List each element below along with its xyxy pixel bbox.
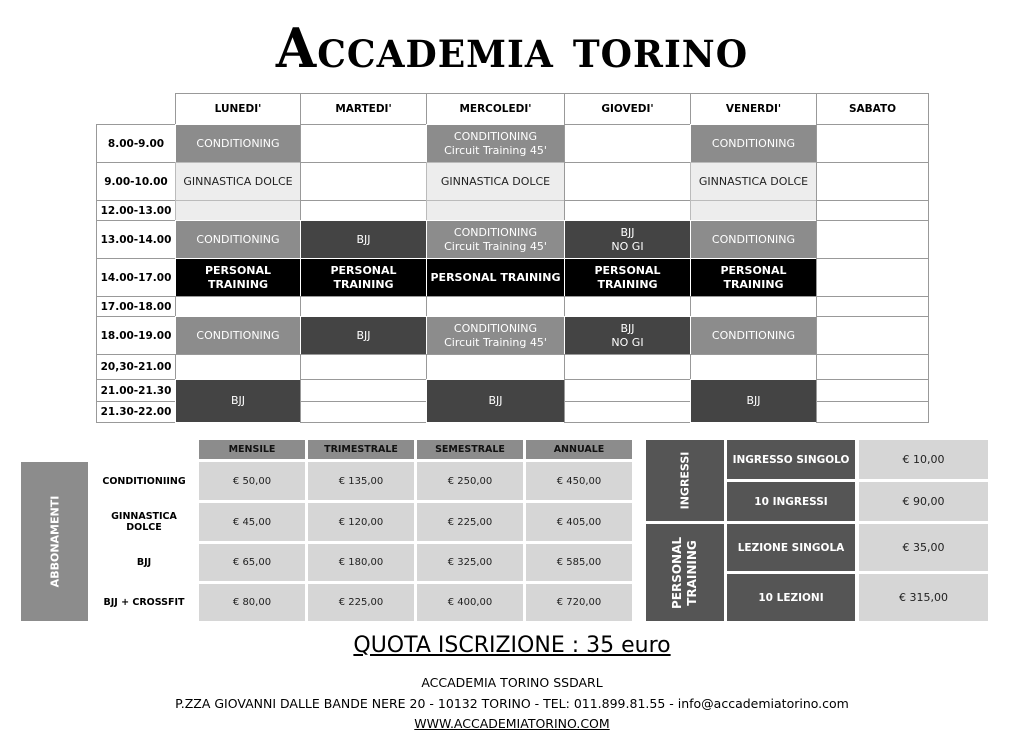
class-conditioning-circuit — [426, 316, 565, 355]
personal-item-price: € 315,00 — [859, 574, 988, 621]
col-header-annuale: ANNUALE — [526, 440, 632, 459]
class-bjj: BJJ — [426, 379, 565, 423]
time-slot: 17.00-18.00 — [96, 296, 176, 317]
class-sublabel: Circuit Training 45' — [444, 239, 547, 253]
schedule-table — [96, 93, 929, 423]
day-header-sabato: SABATO — [816, 93, 929, 125]
day-header-martedi: MARTEDI' — [300, 93, 427, 125]
day-header-lunedi: LUNEDI' — [175, 93, 301, 125]
empty-cell — [816, 379, 929, 402]
class-label: BJJ — [620, 321, 635, 335]
class-conditioning: CONDITIONING — [175, 220, 301, 259]
empty-cell — [690, 354, 817, 380]
empty-cell — [816, 354, 929, 380]
empty-cell — [426, 354, 565, 380]
class-bjj-nogi — [564, 220, 691, 259]
class-personal-training: PERSONAL TRAINING — [300, 258, 427, 297]
class-personal-training: PERSONAL TRAINING — [564, 258, 691, 297]
plan-name: GINNASTICA DOLCE — [111, 511, 177, 533]
empty-cell — [300, 200, 427, 221]
col-header-trimestrale: TRIMESTRALE — [308, 440, 414, 459]
plan-name: BJJ — [136, 557, 152, 568]
price-cell: € 80,00 — [199, 584, 305, 621]
time-slot: 13.00-14.00 — [96, 220, 176, 259]
class-conditioning: CONDITIONING — [690, 220, 817, 259]
empty-cell — [816, 162, 929, 201]
col-header-mensile: MENSILE — [199, 440, 305, 459]
empty-cell — [816, 316, 929, 355]
empty-cell — [175, 354, 301, 380]
class-bjj-nogi — [564, 316, 691, 355]
class-personal-training: PERSONAL TRAINING — [690, 258, 817, 297]
personal-training-label-text — [670, 536, 700, 608]
plan-name: BJJ + CROSSFIT — [103, 597, 185, 608]
empty-cell — [300, 401, 427, 423]
price-cell: € 45,00 — [199, 503, 305, 541]
class-conditioning-circuit — [426, 124, 565, 163]
time-slot: 9.00-10.00 — [96, 162, 176, 201]
class-sublabel: Circuit Training 45' — [444, 335, 547, 349]
empty-cell — [564, 162, 691, 201]
empty-cell — [690, 296, 817, 317]
empty-cell — [564, 354, 691, 380]
personal-item-name: 10 LEZIONI — [727, 574, 855, 621]
class-ginnastica-dolce: GINNASTICA DOLCE — [426, 162, 565, 201]
footer-address: P.ZZA GIOVANNI DALLE BANDE NERE 20 - 10132 TORINO - TEL: 011.899.81.55 - info@accademiatorino.com — [175, 696, 849, 711]
footer-company: ACCADEMIA TORINO SSDARL — [421, 675, 603, 690]
empty-cell — [175, 200, 301, 221]
price-cell: € 250,00 — [417, 462, 523, 500]
empty-cell — [816, 401, 929, 423]
empty-cell — [300, 124, 427, 163]
ingressi-label-text: INGRESSI — [678, 451, 692, 510]
class-sublabel: Circuit Training 45' — [444, 143, 547, 157]
price-cell: € 450,00 — [526, 462, 632, 500]
ingressi-item-name: 10 INGRESSI — [727, 482, 855, 521]
class-personal-training: PERSONAL TRAINING — [175, 258, 301, 297]
empty-cell — [426, 296, 565, 317]
price-cell: € 720,00 — [526, 584, 632, 621]
time-slot: 21.00-21.30 — [96, 379, 176, 402]
ingressi-label — [646, 440, 724, 521]
time-slot: 12.00-13.00 — [96, 200, 176, 221]
class-sublabel: NO GI — [611, 239, 644, 253]
abbonamenti-label-text: ABBONAMENTI — [48, 495, 61, 588]
empty-cell — [816, 296, 929, 317]
time-slot: 20,30-21.00 — [96, 354, 176, 380]
class-label: CONDITIONING — [453, 129, 538, 143]
class-label: BJJ — [620, 225, 635, 239]
empty-cell — [175, 296, 301, 317]
price-cell: € 225,00 — [308, 584, 414, 621]
class-sublabel: NO GI — [611, 335, 644, 349]
empty-cell — [564, 124, 691, 163]
price-cell: € 120,00 — [308, 503, 414, 541]
class-ginnastica-dolce: GINNASTICA DOLCE — [175, 162, 301, 201]
empty-cell — [300, 354, 427, 380]
personal-label-line2: TRAINING — [685, 539, 699, 606]
personal-item-price: € 35,00 — [859, 524, 988, 571]
price-cell: € 65,00 — [199, 544, 305, 581]
class-label: CONDITIONING — [453, 321, 538, 335]
price-cell: € 180,00 — [308, 544, 414, 581]
col-header-semestrale: SEMESTRALE — [417, 440, 523, 459]
price-cell: € 50,00 — [199, 462, 305, 500]
empty-cell — [300, 162, 427, 201]
time-slot: 14.00-17.00 — [96, 258, 176, 297]
class-conditioning: CONDITIONING — [175, 316, 301, 355]
time-slot: 18.00-19.00 — [96, 316, 176, 355]
plan-name: CONDITIONIING — [102, 475, 186, 487]
empty-cell — [426, 200, 565, 221]
personal-item-name: LEZIONE SINGOLA — [727, 524, 855, 571]
empty-cell — [300, 296, 427, 317]
class-conditioning: CONDITIONING — [690, 124, 817, 163]
footer-website[interactable]: WWW.ACCADEMIATORINO.COM — [414, 716, 610, 731]
price-cell: € 225,00 — [417, 503, 523, 541]
day-header-venerdi: VENERDI' — [690, 93, 817, 125]
personal-label-line1: PERSONAL — [670, 536, 684, 609]
price-cell: € 325,00 — [417, 544, 523, 581]
class-bjj: BJJ — [300, 220, 427, 259]
day-header-giovedi: GIOVEDI' — [564, 93, 691, 125]
price-cell: € 405,00 — [526, 503, 632, 541]
ingressi-item-price: € 10,00 — [859, 440, 988, 479]
day-header-mercoledi: MERCOLEDI' — [426, 93, 565, 125]
class-conditioning: CONDITIONING — [690, 316, 817, 355]
empty-cell — [300, 379, 427, 402]
empty-cell — [816, 258, 929, 297]
quota-iscrizione: QUOTA ISCRIZIONE : 35 euro — [353, 633, 671, 658]
empty-cell — [564, 296, 691, 317]
price-cell: € 135,00 — [308, 462, 414, 500]
class-bjj: BJJ — [300, 316, 427, 355]
class-ginnastica-dolce: GINNASTICA DOLCE — [690, 162, 817, 201]
empty-cell — [564, 379, 691, 402]
personal-training-label — [646, 524, 724, 621]
empty-cell — [564, 401, 691, 423]
time-slot: 21.30-22.00 — [96, 401, 176, 423]
price-cell: € 585,00 — [526, 544, 632, 581]
ingressi-item-price: € 90,00 — [859, 482, 988, 521]
price-cell: € 400,00 — [417, 584, 523, 621]
class-conditioning: CONDITIONING — [175, 124, 301, 163]
ingressi-item-name: INGRESSO SINGOLO — [727, 440, 855, 479]
empty-cell — [564, 200, 691, 221]
empty-cell — [816, 200, 929, 221]
class-conditioning-circuit — [426, 220, 565, 259]
class-bjj: BJJ — [690, 379, 817, 423]
page-title: Accademia torino — [275, 16, 749, 81]
class-bjj: BJJ — [175, 379, 301, 423]
class-personal-training: PERSONAL TRAINING — [426, 258, 565, 297]
class-label: CONDITIONING — [453, 225, 538, 239]
time-slot: 8.00-9.00 — [96, 124, 176, 163]
empty-cell — [690, 200, 817, 221]
empty-cell — [816, 220, 929, 259]
empty-cell — [816, 124, 929, 163]
abbonamenti-label — [21, 462, 88, 621]
